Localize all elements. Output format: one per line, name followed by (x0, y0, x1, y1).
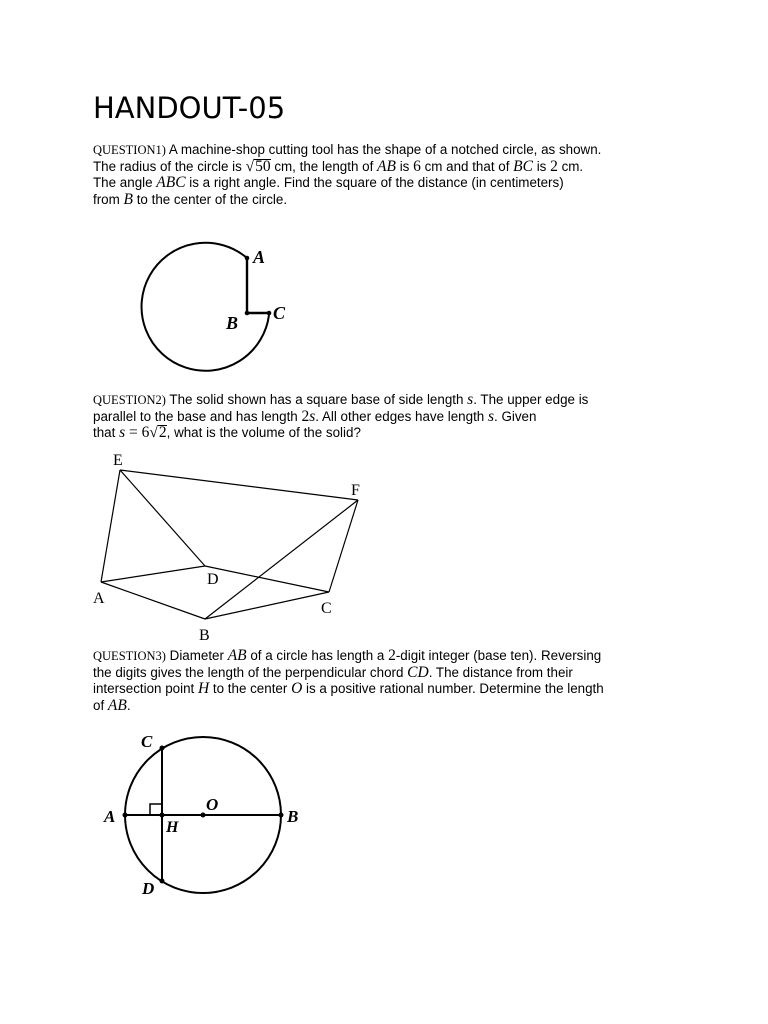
math-s: s (467, 391, 474, 408)
q3-text-9: of (93, 697, 108, 713)
q2-text-2: . The upper edge is (473, 392, 589, 407)
q3-text-1: Diameter (165, 648, 228, 663)
math-equals-six: = 6 (125, 424, 150, 441)
edge-ad (101, 566, 205, 582)
edge-ea (101, 470, 120, 582)
notched-circle-outline (142, 243, 269, 371)
question-1-text (93, 142, 693, 208)
edge-bc (205, 592, 329, 619)
q3-text-2: of a circle has length a (246, 648, 389, 663)
label-o: O (206, 795, 219, 814)
question-1-label: QUESTION1) (93, 143, 166, 157)
label-e: E (113, 452, 123, 469)
q3-text-3: -digit integer (base ten). Reversing (395, 648, 602, 663)
sqrt-sign: √ (245, 157, 255, 175)
sqrt-sign: √ (149, 424, 158, 441)
sqrt-radicand: 50 (255, 157, 271, 175)
page-title: HANDOUT-05 (93, 91, 286, 125)
q1-text-9: is a right angle. Find the square of the distance (in centimeters) (185, 175, 564, 190)
circle-chord-figure (95, 728, 325, 903)
label-c: C (141, 732, 153, 751)
math-h: H (197, 680, 210, 697)
label-a: A (253, 247, 266, 267)
math-ab: AB (227, 647, 247, 664)
edge-ed (120, 470, 205, 566)
solid-figure (85, 446, 385, 646)
label-a: A (104, 807, 116, 826)
q3-text-8: is a positive rational number. Determine the length (302, 681, 604, 696)
point-a (245, 256, 250, 261)
label-d: D (142, 879, 155, 898)
label-f: F (351, 482, 360, 499)
math-bc: BC (513, 157, 533, 175)
point-o (201, 813, 206, 818)
q2-text-6: that (93, 425, 120, 440)
q1-text-10: from (93, 191, 124, 207)
question-3-label: QUESTION3) (93, 649, 166, 663)
label-b: B (199, 627, 210, 644)
sqrt-radicand: 2 (158, 424, 167, 441)
q3-text-4: the digits gives the length of the perpendicular chord (93, 664, 408, 680)
label-b: B (287, 807, 299, 826)
question-2-label: QUESTION2) (93, 393, 166, 407)
label-b: B (226, 313, 239, 333)
q2-text-4: . All other edges have length (315, 408, 488, 424)
q2-text-7: , what is the volume of the solid? (166, 425, 361, 440)
label-a: A (93, 590, 105, 607)
point-c (160, 746, 165, 751)
math-b: B (123, 190, 133, 208)
q1-text-7: cm. (557, 158, 584, 174)
math-s: s (487, 407, 495, 425)
q1-text-11: to the center of the circle. (132, 191, 288, 207)
math-two: 2 (388, 647, 396, 664)
point-c (267, 311, 272, 316)
point-a (123, 813, 128, 818)
math-two-s-coefficient: 2 (301, 407, 310, 425)
q3-text-6: intersection point (93, 681, 198, 696)
point-b (245, 311, 250, 316)
math-two-s-variable: s (309, 407, 316, 425)
label-c: C (273, 303, 286, 323)
math-s: s (119, 424, 126, 441)
q2-text-5: . Given (494, 408, 537, 424)
point-b (279, 813, 284, 818)
q1-text-4: is (395, 158, 414, 174)
edge-ef (120, 470, 358, 500)
q2-text-1: The solid shown has a square base of side length (165, 392, 468, 407)
label-h: H (166, 819, 179, 836)
math-abc: ABC (156, 174, 186, 191)
math-ab: AB (107, 696, 127, 714)
edge-ab (101, 582, 205, 619)
edge-fc (329, 500, 358, 592)
question-2-text (93, 392, 693, 442)
q3-text-10: . (126, 697, 131, 713)
q1-text-2: The radius of the circle is (93, 158, 246, 174)
label-c: C (321, 600, 332, 617)
q3-text-5: . The distance from their (428, 664, 573, 680)
q3-text-7: to the center (209, 681, 292, 696)
point-h (160, 813, 165, 818)
edge-dc (205, 566, 329, 592)
math-cd: CD (407, 663, 429, 681)
label-d: D (207, 571, 219, 588)
q1-text-6: is (532, 158, 551, 174)
question-3-text (93, 648, 693, 714)
math-two: 2 (550, 157, 558, 175)
math-o: O (291, 680, 303, 697)
notched-circle-figure (110, 228, 310, 378)
point-d (160, 879, 165, 884)
q1-text-3: cm, the length of (270, 158, 378, 174)
q2-text-3: parallel to the base and has length (93, 408, 302, 424)
edge-fb (205, 500, 358, 619)
q1-text-8: The angle (93, 175, 157, 190)
math-six: 6 (413, 157, 421, 175)
q1-text-5: cm and that of (420, 158, 514, 174)
math-ab: AB (377, 157, 396, 175)
q1-text-1: A machine-shop cutting tool has the shape of a notched circle, as shown. (165, 142, 602, 157)
